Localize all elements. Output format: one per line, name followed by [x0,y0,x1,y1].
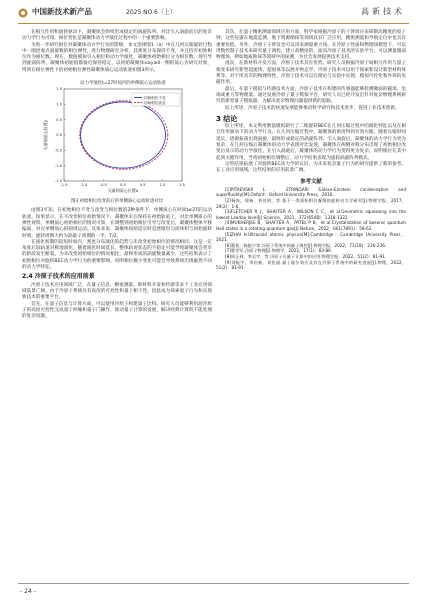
x-tick-label: 0.5 [139,183,146,188]
section-heading: 2.4 冷原子技术的应用前景 [22,273,95,281]
body-paragraph: 综上所述，冷原子技术的快速发展能够推动科学研究和技术进步，促进工业技术创新。 [225,105,400,111]
y-axis-label: 无量纲质心位置y [43,119,48,151]
magazine-title: 中国新技术新产品 [32,7,92,16]
body-paragraph: 其次，在量子精密测量领域应用方面，科学家根据冷原子的干涉效应来研制高精度的原子钟，这些仪器在地震监测、地下资源勘探等领域具有广泛应用，精密测量和导航定位中也具有重要价值。另外，冷原子干涉仪也可以用来测量重力场。在冷原子性质和物理场模型下，可以用数控制子技术来研究量子调控，建立高精度的、面向冷原子技术的实验平台，可以测量微弱物理场，例如地质勘探等领域中的探测，为社会发展提供技术支持。 [216,30,406,61]
right-column [216,30,406,271]
issue-number: 2025 NO.6（上） [126,9,176,16]
y-tick-label: 0.5 [56,117,62,122]
y-tick-label: 1.5 [56,87,62,92]
figure-3 [42,77,192,197]
footer-rule [18,583,409,584]
y-tick-label: 1.0 [56,102,62,107]
x-tick-label: 1.5 [179,183,185,188]
reference-item: [8]周正林，李吴宇，等.冷原子在量子计算中的应用.物理学报，2022，51(2)：81-91. [225,253,387,259]
references-title: 参考文献 [300,178,322,185]
body-paragraph: 为进一步研究相位对凝聚体动力学行为的影响，本文选择图1（a）中在几何压缩旋转过程中一圈逆观点涡旋数的相位弹性，进行物理研究分析，其密度分布保持不变，并且持有初始相位作为相位数。现在，数值模拟引入相位和动力学演化，凝聚体初始相位分为相位数，现引导到旋涡阵列，凝聚体初始值都接近保持稳定，以初始凝聚体x≥y≥0一侧的质心为研究对象，得到在相位弹性下的初始相位弹性凝聚体质心运动轨迹如图3所示。 [22,42,212,73]
body-paragraph: 综上所述，本文利用数值模拟研究了二维旋转BEC在几何压缩过程中的演化特征以及在相互作用驱动下的动力学行为。在几何压缩过程中，凝聚体的密度得到有效压缩，随着压缩时间延长，逐渐振荡出现涡旋，最终形成稳定的涡旋阵列。引入涡旋后，凝聚体的动力学行为更为复杂，在几何压缩后凝聚体的动力学表现对比发现，凝聚体在两侧对称分布出现了初始相位改变后显示的动力学演化，在引入涡旋后，凝聚体的动力学行为变得更为复杂，说明相位在其中起到关键作用。当将初始相位调整后，动力学结果表现为旋转涡旋阵列模式。 [216,124,406,161]
x-tick-label: 1.0 [159,183,166,188]
body-paragraph: 冷原子技术应用领域广泛，在量子信息、精密测量、新材料开发和传感等多个工业应用领域前景广阔。由于冷原子系统具有高度的可控性和量子相干性，因此成为探索量子行为和实现新技术的重要平台。 [22,282,212,301]
y-tick-label: -1.0 [54,163,62,168]
y-tick-label: 0.0 [56,133,62,138]
left-column [22,30,212,320]
body-paragraph: 在相互作用和旋转驱动下，凝聚体会组织形成稳定的涡旋阵列。对比引入涡旋前后的复杂动力学行为可知，相位变化是凝聚体动力学演化过程中的一个重要影响。 [22,30,212,42]
x-tick-label: -1.0 [80,183,88,188]
body-paragraph: 由图3可知，在初始相位不变与改变与相位数的2种条件下，单侧质心在时间t≤27的运动轨迹。结果显示，在不改变相位初始情况下，凝聚体未在保持在初始轨道上，对比单侧质心的弹性观察，单侧质心初始相位的情况可知，在调整到初始相位引导与改变后，凝聚体整体平移偏离，对应单侧质心的圆周运动。具体来说，凝聚体按照适应时是逐渐均匀而体积与初始旋转时刻，旋转周期大约为涡量子周期的一半，T/2。 [22,208,212,239]
y-tick-label: -1.5 [54,179,62,184]
reference-item: [7]曹世军.冷原子物理[J].物理学，2022，17(1)：83-86. [225,248,333,254]
reference-item: [4]MUKHERJEE B，SHAFFER A，PATEL P B，et al.Crystallization of bosonic quantum Hall states in a rotating quantum gas[J].Nature，2022，601(7891)：58-62. [216,220,406,231]
reference-item: [5]ZHAI H.Ultracold atomic physics[M].Cambridge：Cambridge University Press，2021. [216,231,406,243]
figure-caption: 图3 初始相位改变前后的单侧质心运动轨迹对比 [70,199,163,205]
reference-item: [3]FLETCHER R J，SHAFFER A，WILSON C C，et al.Geometric squeezing into the lowest Landau level[J].Science，2021，372(6548)：1318-1322. [216,209,406,220]
body-paragraph: 最后，在量子模拟与传感技术方面，冷原子技术在构建的传感器能够检测微弱的磁场、电场或重力等物理量。通过发展冷原子量子模拟平台，研究人员已经开发出针对复杂物理系统研究的新型量子模拟器，为解决复杂物理问题提供新的思路。 [216,86,406,105]
x-tick-label: -1.5 [60,183,68,188]
x-tick-label: 0.0 [120,183,126,188]
reference-item: [1]PITAEVSKII L，STRINGARI S.Bose-Einstein condensation and superfluidity[M].Oxford：Oxford University Press，2016. [216,186,406,198]
body-paragraph: 在演化初期的较短时间内，密度分布演化的趋势与未改变初始相位的情况相同。这是一定角度后较轨道对称地演化，随着演化时间延长，整体轨迹状态的不稳定可能导致凝聚体会更早的阶段发生断裂。为未改变初始相位的情况相比，最终形成的涡旋数量减少，这些结果表示了初始相位对旋转BEC动力学行为的重要影响，说明相位微小变化可能会导致系统出现截然不同的动力学特征。 [22,239,212,271]
reference-item: [2]杨涛，郑杨，刘佳明，等.基于一类面积相位凝聚的旋转动力学研究[J].物理学报，2017，29(2)：1-6. [216,198,406,209]
legend-label: 初始相位不变 [144,95,166,100]
header-rule [18,23,409,24]
reference-item: [9]刘振宇，李启新，刘佳刚.量子霍尔效应及其在冷原子系统中的研究进展[J].物理，2022，51(2)：81-91. [216,259,406,271]
section-heading: 3 结论 [216,114,238,123]
y-tick-label: -0.5 [54,148,62,153]
section-title: 高新技术 [361,7,405,16]
magazine-logo-icon [18,8,28,18]
legend-label: 初始相位改变 [144,100,166,105]
body-paragraph: 这些结果拓展了对旋转BEC动力学的认识，为未来复杂量子行为的研究提供了新的参考。在工业应用领域，这些结果的应用前景广阔。 [216,161,406,174]
body-paragraph: 再次，在新材料开发方面，冷原子技术具有优势。研究人员根据冷原子间相互作用与量子相变来研究新型超流体、超固体等以展开物态学，冷原子技术可以用于探索和设计新型材料体系等。对于所具有的物理特性，冷原子技术可以在理论与实验中实现，模拟可控化和外场的电磁作用。 [216,61,406,86]
x-tick-label: -0.5 [99,183,107,188]
page-header [0,0,427,26]
x-axis-label: 无量纲质心位置x [107,188,139,194]
trajectory-chart [42,77,192,197]
chart-title: 动力学演化t=27时间内的单侧质心运动轨迹 [80,81,166,87]
reference-item: [6]董景，杨振宁等.冷原子系统中的量子调控[J].物理学报，2022，71(18)：230-236. [225,242,387,248]
body-paragraph: 首先，在量子信息与计算方面，可以使用冷原子构建量子比特。研究人员能够利用超冷原子的高度可控性完成量子纠缠和量子门操作，推动量子计算的发展，解决经典计算机不能处理的复杂问题。 [22,301,212,320]
page-number: - 24 - [20,588,36,595]
